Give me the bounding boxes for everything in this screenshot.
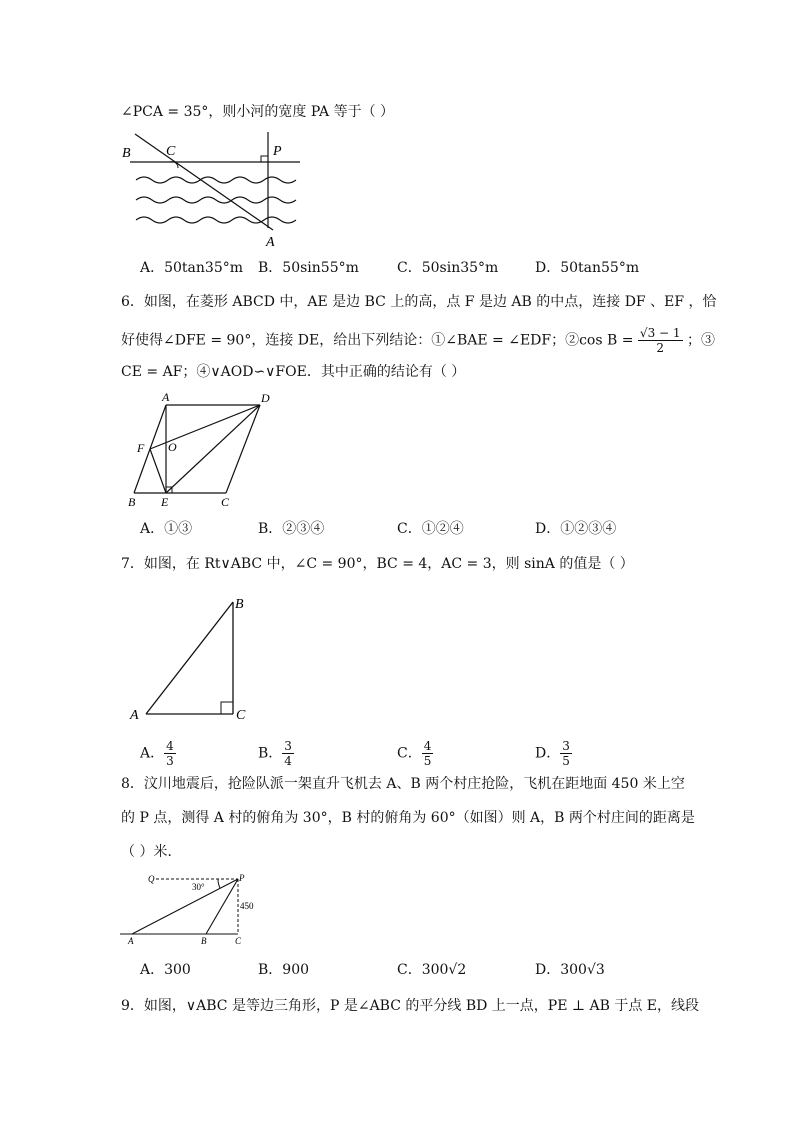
q7-option-a-den: 3 xyxy=(166,754,174,768)
q8-angle-label: 30° xyxy=(192,882,205,892)
q5-river-figure xyxy=(118,130,308,250)
q8-height-label: 450 xyxy=(240,901,254,911)
q6-frac-den: 2 xyxy=(656,341,665,355)
q9-stem-line1: 9．如图，∨ABC 是等边三角形，P 是∠ABC 的平分线 BD 上一点，PE ⊥ AB 于点 E，线段 xyxy=(121,998,700,1014)
q8-label-p: P xyxy=(239,873,245,883)
q5-option-d[interactable]: D．50tan55°m xyxy=(535,260,640,276)
q6-label-f: F xyxy=(137,441,145,455)
q7-option-c-num: 4 xyxy=(423,739,432,753)
q7-label-a: A xyxy=(130,708,139,723)
q7-label-b: B xyxy=(235,597,244,612)
q7-option-d-letter: D． xyxy=(535,745,561,762)
q6-cos-fraction xyxy=(638,326,683,355)
q8-label-b: B xyxy=(201,936,207,946)
q6-option-b[interactable]: B．②③④ xyxy=(258,521,325,537)
q7-option-a-letter: A． xyxy=(140,745,165,762)
q6-option-c[interactable]: C．①②④ xyxy=(397,521,464,537)
q6-stem-line1: 6．如图，在菱形 ABCD 中，AE 是边 BC 上的高，点 F 是边 AB 的中点，连接 DF 、EF ，恰 xyxy=(121,294,717,310)
q7-triangle-figure xyxy=(125,590,260,725)
q7-option-b[interactable] xyxy=(258,739,294,768)
q6-label-b: B xyxy=(128,495,136,509)
q7-stem: 7．如图，在 Rt∨ABC 中，∠C = 90°，BC = 4，AC = 3，则 sinA 的值是（ ） xyxy=(121,556,634,572)
q8-stem-line1: 8．汶川地震后，抢险队派一架直升飞机去 A、B 两个村庄抢险，飞机在距地面 450 米上空 xyxy=(121,776,685,792)
q5-label-c: C xyxy=(166,144,176,159)
q5-label-p: P xyxy=(273,144,282,159)
q7-option-a[interactable] xyxy=(140,739,176,768)
q5-stem-tail: ∠PCA = 35°，则小河的宽度 PA 等于（ ） xyxy=(121,104,395,120)
q8-label-a: A xyxy=(128,936,134,946)
q6-label-o: O xyxy=(168,440,177,454)
q8-option-c[interactable]: C．300√2 xyxy=(397,962,467,978)
q5-option-c[interactable]: C．50sin35°m xyxy=(397,260,499,276)
q5-label-a: A xyxy=(266,235,275,250)
q8-stem-line3: （ ）米． xyxy=(121,844,182,860)
q6-line2-text: 好使得∠DFE = 90°，连接 DE，给出下列结论：①∠BAE = ∠EDF；②cos B = xyxy=(121,332,634,349)
q6-option-a[interactable]: A．①③ xyxy=(140,521,193,537)
q5-option-a[interactable]: A．50tan35°m xyxy=(140,260,244,276)
q8-label-c: C xyxy=(235,936,242,946)
q7-label-c: C xyxy=(236,708,246,723)
q6-label-a: A xyxy=(162,390,170,404)
q7-option-c-den: 5 xyxy=(423,754,432,768)
q6-label-e: E xyxy=(161,495,169,509)
q8-stem-line2: 的 P 点，测得 A 村的俯角为 30°，B 村的俯角为 60°（如图）则 A，B 两个村庄间的距离是 xyxy=(121,810,695,826)
q5-option-b[interactable]: B．50sin55°m xyxy=(258,260,359,276)
q7-option-a-num: 4 xyxy=(166,739,174,753)
q6-label-c: C xyxy=(221,495,230,509)
q5-label-b: B xyxy=(122,146,131,161)
q7-option-b-den: 4 xyxy=(284,754,292,768)
q7-option-d[interactable] xyxy=(535,739,572,768)
q7-option-d-den: 5 xyxy=(562,754,570,768)
q6-frac-num: √3 − 1 xyxy=(639,326,681,340)
q8-option-a[interactable]: A．300 xyxy=(140,962,191,978)
q8-option-b[interactable]: B．900 xyxy=(258,962,310,978)
q7-option-c-letter: C． xyxy=(397,745,422,762)
q7-option-d-num: 3 xyxy=(562,739,570,753)
q6-rhombus-figure xyxy=(120,388,280,510)
q8-option-d[interactable]: D．300√3 xyxy=(535,962,605,978)
q7-option-b-num: 3 xyxy=(284,739,292,753)
q6-stem-line2 xyxy=(121,326,715,355)
q8-label-q: Q xyxy=(148,874,155,884)
q8-helicopter-figure xyxy=(118,868,268,948)
q7-option-b-letter: B． xyxy=(258,745,283,762)
q6-label-d: D xyxy=(261,391,270,405)
q6-stem-line3: CE = AF；④∨AOD∽∨FOE．其中正确的结论有（ ） xyxy=(121,364,466,380)
q6-option-d[interactable]: D．①②③④ xyxy=(535,521,617,537)
q7-option-c[interactable] xyxy=(397,739,433,768)
q6-line2-end: ；③ xyxy=(686,332,715,349)
